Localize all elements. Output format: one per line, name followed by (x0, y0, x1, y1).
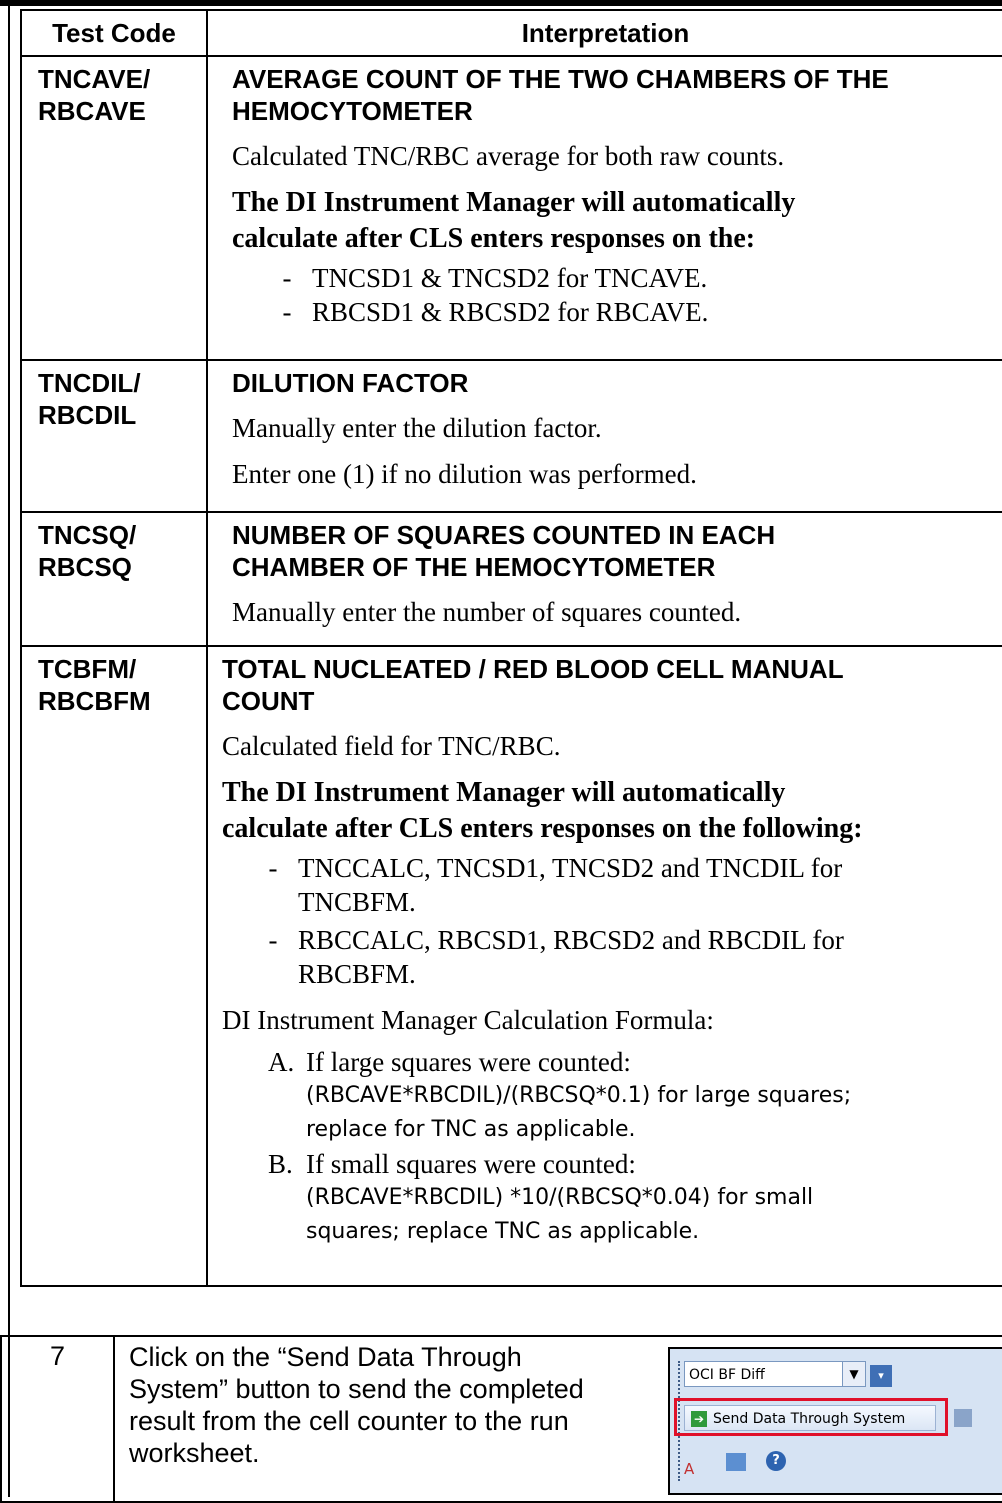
interpretation-cell (207, 646, 1002, 1286)
row-bold-note: The DI Instrument Manager will automatically calculate after CLS enters responses on the following: (222, 777, 863, 844)
interpretation-cell (207, 512, 1002, 646)
help-icon[interactable]: ? (766, 1451, 786, 1471)
left-rail (8, 6, 10, 1497)
test-code-line: RBCDIL (38, 400, 137, 430)
row-line: Manually enter the number of squares counted. (232, 597, 742, 627)
interpretation-table (20, 9, 1002, 1287)
chevron-down-icon[interactable]: ▼ (842, 1362, 865, 1386)
formula-item: A. If large squares were counted: (RBCAVE*RBCDIL)/(RBCSQ*0.1) for large squares; replace for TNC as applicable. (268, 1047, 852, 1142)
header-interpretation: Interpretation (207, 10, 1002, 56)
formula-item: B. If small squares were counted: (RBCAVE*RBCDIL) *10/(RBCSQ*0.04) for small squares; replace TNC as applicable. (268, 1149, 814, 1244)
interpretation-cell (207, 56, 1002, 360)
table-row (21, 56, 1002, 360)
interpretation-cell (207, 360, 1002, 512)
row-title: NUMBER OF SQUARES COUNTED IN EACH CHAMBER OF THE HEMOCYTOMETER (232, 520, 776, 582)
dash-item: - RBCSD1 & RBCSD2 for RBCAVE. (282, 297, 709, 327)
dash-item: - TNCCALC, TNCSD1, TNCSD2 and TNCDIL for TNCBFM. (268, 853, 843, 917)
row-line: Manually enter the dilution factor. (232, 413, 602, 443)
row-bold-note: The DI Instrument Manager will automatically calculate after CLS enters responses on the: (232, 187, 796, 254)
table-row (21, 646, 1002, 1286)
table-row (21, 512, 1002, 646)
step-number: 7 (1, 1336, 114, 1502)
panel-dropdown[interactable]: OCI BF Diff ▼ (684, 1361, 866, 1387)
step-table (0, 1335, 1002, 1503)
save-icon[interactable] (954, 1409, 972, 1427)
test-code-cell (21, 512, 207, 646)
toolbar-overflow-icon[interactable]: ▾ (870, 1365, 892, 1387)
step-instruction-cell (114, 1336, 1002, 1502)
test-code-line: TCBFM/ (38, 654, 137, 684)
row-line: Enter one (1) if no dilution was performed. (232, 459, 697, 489)
row-title: TOTAL NUCLEATED / RED BLOOD CELL MANUAL COUNT (222, 654, 844, 716)
row-description: Calculated field for TNC/RBC. (222, 731, 561, 761)
formula-title: DI Instrument Manager Calculation Formula: (222, 1005, 714, 1035)
toolbar-screenshot (668, 1347, 1002, 1495)
test-code-line: RBCBFM (38, 686, 151, 716)
step-instruction: Click on the “Send Data Through System” button to send the completed result from the cell counter to the run worksheet. (129, 1342, 584, 1468)
top-rule (0, 0, 1002, 6)
dash-item: - RBCCALC, RBCSD1, RBCSD2 and RBCDIL for RBCBFM. (268, 925, 844, 989)
test-code-line: RBCAVE (38, 96, 146, 126)
step-row (1, 1336, 1002, 1502)
arrow-right-icon: ➔ (691, 1411, 707, 1427)
row-title: DILUTION FACTOR (232, 368, 469, 398)
table-row (21, 360, 1002, 512)
send-data-through-system-button[interactable]: ➔ Send Data Through System (684, 1405, 936, 1431)
header-test-code: Test Code (21, 10, 207, 56)
export-icon[interactable] (726, 1453, 746, 1471)
test-code-cell (21, 56, 207, 360)
pdf-icon[interactable]: A (684, 1460, 695, 1478)
row-title: AVERAGE COUNT OF THE TWO CHAMBERS OF THE HEMOCYTOMETER (232, 64, 889, 126)
dash-item: - TNCSD1 & TNCSD2 for TNCAVE. (282, 263, 708, 293)
test-code-cell (21, 360, 207, 512)
test-code-line: RBCSQ (38, 552, 132, 582)
row-description: Calculated TNC/RBC average for both raw counts. (232, 141, 785, 171)
test-code-line: TNCAVE/ (38, 64, 151, 94)
test-code-line: TNCDIL/ (38, 368, 141, 398)
highlight-box (674, 1398, 948, 1436)
table-header-row (21, 10, 1002, 56)
test-code-cell (21, 646, 207, 1286)
test-code-line: TNCSQ/ (38, 520, 137, 550)
